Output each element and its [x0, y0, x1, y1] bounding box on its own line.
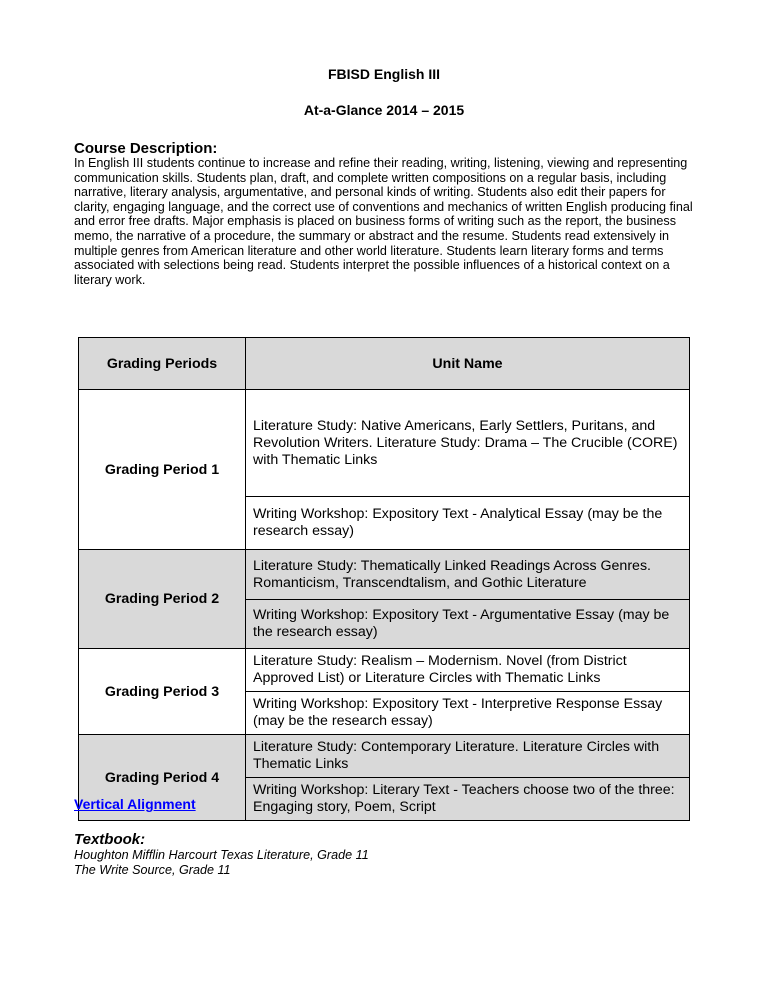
page-title: FBISD English III [327, 66, 440, 82]
table-row [79, 390, 690, 497]
unit-cell: Writing Workshop: Expository Text - Argumentative Essay (may be the research essay) [246, 600, 690, 649]
table-header-row [79, 338, 690, 390]
header-unit-name: Unit Name [246, 338, 690, 390]
unit-cell: Writing Workshop: Expository Text - Interpretive Response Essay (may be the research essay) [246, 692, 690, 735]
grading-period-1: Grading Period 1 [79, 390, 246, 550]
table-row [79, 550, 690, 600]
grading-period-2: Grading Period 2 [79, 550, 246, 649]
unit-cell: Literature Study: Native Americans, Early Settlers, Puritans, and Revolution Writers. Literature Study: Drama – The Crucible (CORE) with Thematic Links [246, 390, 690, 497]
unit-cell: Writing Workshop: Literary Text - Teachers choose two of the three: Engaging story, Poem, Script [246, 778, 690, 821]
unit-cell: Literature Study: Realism – Modernism. Novel (from District Approved List) or Literature Circles with Thematic Links [246, 649, 690, 692]
list-item: The Write Source, Grade 11 [74, 863, 231, 877]
page-subtitle: At-a-Glance 2014 – 2015 [303, 102, 465, 118]
course-description-body: In English III students continue to increase and refine their reading, writing, listening, viewing and representing communication skills. Students plan, draft, and complete written compositions on a regular basis, including narrative, literary analysis, argumentative, and personal kinds of writing. Students also edit their papers for clarity, engaging language, and the correct use of conventions and mechanics of written English producing final and error free drafts. Major emphasis is placed on business forms of writing such as the report, the business memo, the narrative of a procedure, the summary or abstract and the resume. Students read extensively in multiple genres from American literature and other world literature. Students learn literary forms and terms associated with selections being read. Students interpret the possible influences of a historical context on a literary work. [74, 156, 693, 287]
table-row [79, 649, 690, 692]
textbook-list [74, 848, 369, 878]
unit-cell: Literature Study: Thematically Linked Readings Across Genres. Romanticism, Transcendtalism, and Gothic Literature [246, 550, 690, 600]
at-a-glance-table [78, 337, 690, 821]
unit-cell: Writing Workshop: Expository Text - Analytical Essay (may be the research essay) [246, 497, 690, 550]
course-description-heading: Course Description: [74, 140, 218, 157]
textbook-heading: Textbook: [74, 831, 146, 848]
header-grading-periods: Grading Periods [79, 338, 246, 390]
vertical-alignment-link[interactable]: Vertical Alignment [74, 796, 196, 812]
grading-period-3: Grading Period 3 [79, 649, 246, 735]
grading-period-4: Grading Period 4 [79, 735, 246, 821]
list-item: Houghton Mifflin Harcourt Texas Literature, Grade 11 [74, 848, 369, 862]
table-row [79, 735, 690, 778]
unit-cell: Literature Study: Contemporary Literature. Literature Circles with Thematic Links [246, 735, 690, 778]
